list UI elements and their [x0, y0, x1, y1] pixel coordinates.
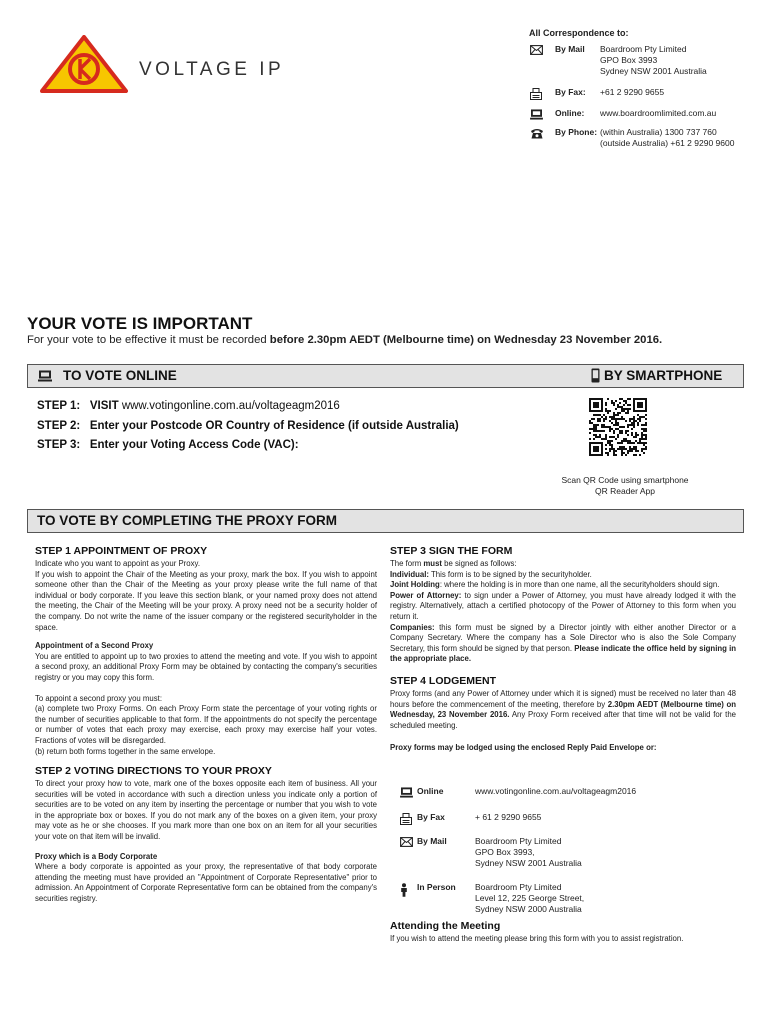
- by-smartphone-title: BY SMARTPHONE: [604, 368, 723, 383]
- appoint-a: (a) complete two Proxy Forms. On each Proxy Form state the percentage of your voting rights or the number of securities applicable to that form. If the appointments do not specify the percentage or number of votes that each proxy may exercise, each proxy may exercise half your votes. Fractions of votes will be disregarded.: [35, 704, 377, 745]
- lodgement-value[interactable]: www.votingonline.com.au/voltageagm2016: [475, 786, 637, 796]
- body-corporate-text: Where a body corporate is appointed as your proxy, the representative of that body corporate attending the meeting must have provided an "Appointment of Corporate Representative" prior to admission. An Appointment of Corporate Representative form can be obtained from the company's securities registry.: [35, 862, 377, 904]
- vote-online-title: TO VOTE ONLINE: [63, 368, 177, 383]
- lodgement-value: Level 12, 225 George Street,: [475, 893, 585, 903]
- lodgement-label: By Mail: [417, 836, 447, 846]
- lodgement-value: + 61 2 9290 9655: [475, 812, 542, 822]
- lodgement-value: Boardroom Pty Limited: [475, 836, 562, 846]
- correspondence-label: Online:: [555, 108, 585, 118]
- correspondence-value: Boardroom Pty Limited: [600, 44, 687, 54]
- correspondence-label: By Fax:: [555, 87, 586, 97]
- company-logo: [40, 35, 320, 95]
- sign-joint: Joint Holding: where the holding is in more than one name, all the securityholders should sign.: [390, 580, 720, 590]
- person-icon: [400, 883, 408, 897]
- envelope-icon: [400, 837, 413, 847]
- proxy-form-bar: [27, 509, 744, 533]
- left-column: [35, 545, 377, 905]
- second-proxy-text: You are entitled to appoint up to two proxies to attend the meeting and vote. If you wish to appoint a second proxy, an additional Proxy Form may be obtained by contacting the company's securities registry or you may copy this form.: [35, 651, 377, 682]
- right-column: [390, 545, 736, 754]
- step-2: STEP 2: Enter your Postcode OR Country of Residence (if outside Australia): [37, 420, 459, 432]
- correspondence-value[interactable]: www.boardroomlimited.com.au: [600, 108, 717, 118]
- vote-online-bar: [27, 364, 744, 388]
- lodgement-value: Boardroom Pty Limited: [475, 882, 562, 892]
- correspondence-value: (within Australia) 1300 737 760: [600, 127, 717, 137]
- sign-individual: Individual: This form is to be signed by the securityholder.: [390, 569, 592, 579]
- step3-sign-title: STEP 3 SIGN THE FORM: [390, 545, 513, 557]
- lodgement-label: By Fax: [417, 812, 445, 822]
- correspondence-label: By Mail: [555, 44, 585, 54]
- proxy-form-title: TO VOTE BY COMPLETING THE PROXY FORM: [37, 513, 338, 528]
- logo-brand-text: VOLTAGE IP: [139, 59, 285, 80]
- step-1: STEP 1: VISIT www.votingonline.com.au/voltageagm2016: [37, 400, 340, 412]
- correspondence-value: Sydney NSW 2001 Australia: [600, 66, 707, 76]
- correspondence-label: By Phone:: [555, 127, 598, 137]
- lodgement-deadline-text: Proxy forms (and any Power of Attorney under which it is signed) must be received no later than 48 hours before the commencement of the meeting, therefore by 2.30pm AEDT (Melbourne time) on Wednesday, 23 November 2016. Any Proxy Form received after that time will not be valid for the scheduled meeting.: [390, 688, 736, 730]
- step1-appointment-title: STEP 1 APPOINTMENT OF PROXY: [35, 545, 208, 557]
- correspondence-value: (outside Australia) +61 2 9290 9600: [600, 138, 735, 148]
- sign-companies: Companies: this form must be signed by a Director jointly with either another Director or a Company Secretary. Where the company has a Sole Director who is also the Sole Company Secretary, this form should be signed by that person. Please indicate the office held by signing in the appropriate place.: [390, 622, 737, 664]
- lodgement-methods: [398, 786, 738, 916]
- qr-code[interactable]: [589, 398, 647, 456]
- computer-icon: [530, 109, 543, 120]
- logo-emblem-icon: [40, 35, 128, 93]
- step1-text-2: If you wish to appoint the Chair of the Meeting as your proxy, mark the box. If you wish to appoint someone other than the Chair of the Meeting as your proxy please write the full name of that individual or body corporate. If you leave this section blank, or your named proxy does not attend the meeting, the Chair of the Meeting will be your proxy. A proxy need not be a security holder of the company. Do not write the name of the issuer company or the registered securityholder in the space.: [35, 569, 377, 632]
- attending-title: Attending the Meeting: [390, 920, 501, 932]
- appoint-b: (b) return both forms together in the same envelope.: [35, 746, 216, 756]
- voting-url-link[interactable]: www.votingonline.com.au/voltageagm2016: [121, 400, 340, 412]
- second-proxy-title: Appointment of a Second Proxy: [35, 641, 154, 651]
- lodgement-envelope-text: Proxy forms may be lodged using the enclosed Reply Paid Envelope or:: [390, 743, 657, 753]
- attending-text: If you wish to attend the meeting please bring this form with you to assist registration.: [390, 934, 684, 943]
- lodgement-label: In Person: [417, 882, 456, 892]
- sign-power-of-attorney: Power of Attorney: to sign under a Power of Attorney, you must have already lodged it with the registry. Alternatively, attach a certified photocopy of the Power of Attorney to this form when you return it.: [390, 590, 736, 621]
- fax-icon: [400, 813, 412, 825]
- computer-icon: [38, 370, 52, 382]
- step-3: STEP 3: Enter your Voting Access Code (VAC):: [37, 439, 299, 451]
- body-corporate-title: Proxy which is a Body Corporate: [35, 851, 158, 861]
- correspondence-block: [527, 44, 767, 164]
- phone-icon: [530, 128, 544, 139]
- vote-deadline-text: For your vote to be effective it must be recorded before 2.30pm AEDT (Melbourne time) on Wednesday 23 November 2016.: [27, 334, 663, 346]
- lodgement-value: Sydney NSW 2001 Australia: [475, 858, 582, 868]
- lodgement-value: Sydney NSW 2000 Australia: [475, 904, 582, 914]
- step2-directions-title: STEP 2 VOTING DIRECTIONS TO YOUR PROXY: [35, 765, 272, 778]
- lodgement-value: GPO Box 3993,: [475, 847, 535, 857]
- smartphone-icon: [591, 368, 600, 383]
- lodgement-label: Online: [417, 786, 444, 796]
- correspondence-value: GPO Box 3993: [600, 55, 658, 65]
- step4-lodgement-title: STEP 4 LODGEMENT: [390, 674, 496, 687]
- correspondence-title: All Correspondence to:: [529, 28, 629, 38]
- fax-icon: [530, 88, 542, 100]
- envelope-icon: [530, 45, 543, 55]
- correspondence-value: +61 2 9290 9655: [600, 87, 665, 97]
- step1-text-1: Indicate who you want to appoint as your Proxy.: [35, 559, 200, 568]
- step2-text: To direct your proxy how to vote, mark one of the boxes opposite each item of business. All your securities will be voted in accordance with such a direction unless you indicate only a portion of securities are to be voted on any item by inserting the percentage or number that you wish to vote in the appropriate box or boxes. If you do not mark any of the boxes on a given item, your proxy may vote as he or she chooses. If you mark more than one box on an item for all your securities your vote on that item will be invalid.: [35, 779, 377, 842]
- vote-important-title: YOUR VOTE IS IMPORTANT: [27, 314, 253, 333]
- qr-caption: Scan QR Code using smartphone QR Reader App: [561, 475, 689, 496]
- sign-intro: The form must be signed as follows:: [390, 559, 517, 568]
- appoint-intro: To appoint a second proxy you must:: [35, 693, 162, 703]
- computer-icon: [400, 787, 413, 798]
